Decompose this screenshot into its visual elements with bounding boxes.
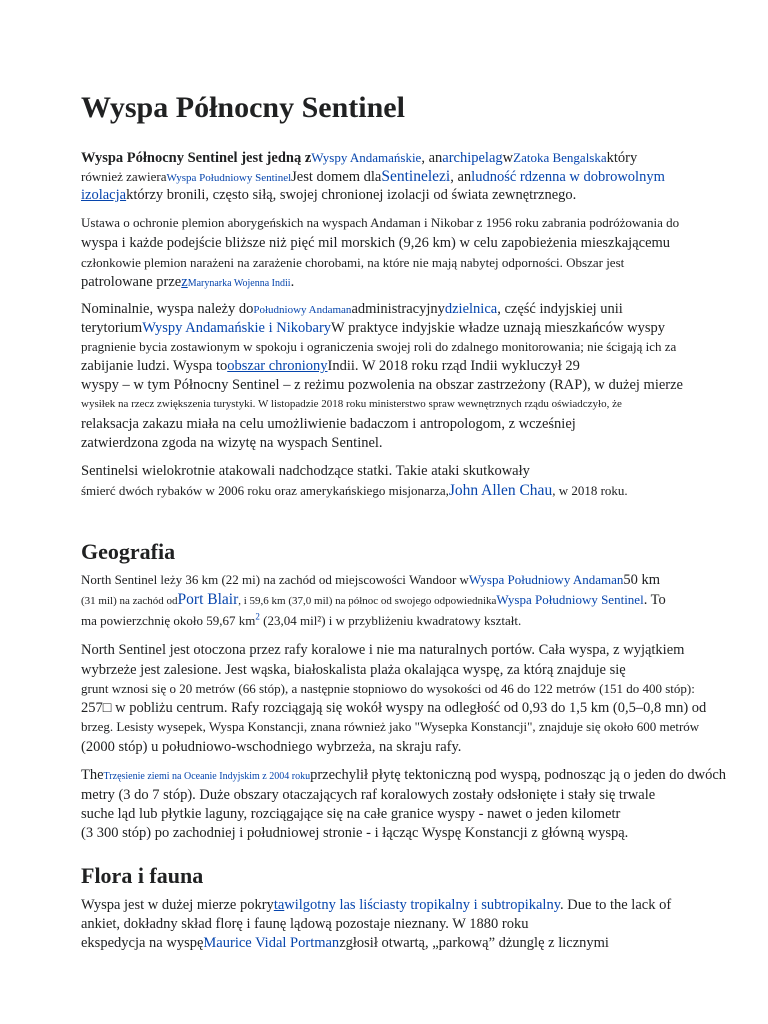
p4-line-2 [81,481,628,501]
link-ludnosc-rdzenna[interactable]: ludność rdzenna w dobrowolnym [471,169,665,185]
link-dzielnica[interactable]: dzielnica [444,301,498,317]
text: , w 2018 roku. [552,483,628,498]
text: W praktyce indyjskie władze uznają mieszkańców wyspy [331,320,665,336]
text: również zawiera [81,169,167,184]
p3-line-5: wyspy – w tym Północny Sentinel – z reżimu pozwolenia na obszar zastrzeżony (RAP), w dużej mierze [81,377,683,393]
link-wyspa-poludniowy-sentinel[interactable]: Wyspa Południowy Sentinel [166,172,292,184]
text: administracyjny [351,301,445,317]
p3-line-3: pragnienie bycia zostawionym w spokoju i ograniczenia swojej roli do zdalnego monitorowania; nie ścigają ich za [81,339,677,354]
link-archipelag[interactable]: archipelag [442,150,503,166]
flora-line-1 [81,895,671,915]
geo-p2-line-3: grunt wznosi się o 20 metrów (66 stóp), a następnie stopniowo do wysokości od 46 do 122 metrów (151 do 400 stóp): [81,681,695,696]
geo-p3-line-2: metry (3 do 7 stóp). Duże obszary otaczających raf koralowych zostały odsłonięte i stały się trwale [81,787,656,803]
text: zgłosił otwartą, „parkową” dżunglę z licznymi [339,935,609,951]
p3-line-2 [81,318,665,338]
link-sentinelezi[interactable]: Sentinelezi [381,168,451,185]
flora-line-3 [81,933,609,953]
geo-p3-line-1 [81,765,726,787]
geo-p3-line-3: suche ląd lub płytkie laguny, rozciągające się na całe granice wyspy - nawet o jeden kilometr [81,806,621,822]
link-marynarka-wojenna-indii[interactable]: Marynarka Wojenna Indii [187,278,291,289]
link-maurice-vidal-portman[interactable]: Maurice Vidal Portman [203,935,340,951]
text: (23,04 mil²) i w przybliżeniu kwadratowy kształt. [259,613,522,628]
text: . To [643,592,666,608]
text: ekspedycja na wyspę [81,935,204,951]
text: , an [421,150,443,166]
geo-p2-line-4: 257□ w pobliżu centrum. Rafy rozciągają się wokół wyspy na odległość od 0,93 do 1,5 km (0,5–0,8 mn) od [81,700,707,716]
text: w [502,150,514,166]
text: , część indyjskiej unii [497,301,623,317]
text: patrolowane prze [81,274,182,290]
text: 50 km [623,572,661,588]
link-obszar-chroniony[interactable]: obszar chroniony [227,358,328,374]
text: . Due to the lack of [560,897,672,913]
section-heading-flora-i-fauna: Flora i fauna [81,863,204,888]
geo-p3-line-4: (3 300 stóp) po zachodniej i południowej stronie - i łącząc Wyspę Konstancji z główną wyspą. [81,825,629,841]
p3-line-7: relaksacja zakazu miała na celu umożliwienie badaczom i antropologom, z wcześniej [81,416,576,432]
link-trzesienie-ziemi-2004[interactable]: Trzęsienie ziemi na Oceanie Indyjskim z 2004 roku [103,771,311,782]
p3-line-8: zatwierdzona zgoda na wizytę na wyspach Sentinel. [81,435,383,451]
text: zabijanie ludzi. Wyspa to [81,358,228,374]
geo-p2-line-1: North Sentinel jest otoczona przez rafy koralowe i nie ma naturalnych portów. Cała wyspa, z wyjątkiem [81,642,685,658]
link-zatoka-bengalska[interactable]: Zatoka Bengalska [513,150,607,165]
link-port-blair[interactable]: Port Blair [177,591,239,608]
link-ta[interactable]: ta [273,897,285,913]
geo-p1-line-3 [81,611,521,631]
link-wyspa-poludniowy-andaman[interactable]: Wyspa Południowy Andaman [468,572,624,587]
link-john-allen-chau[interactable]: John Allen Chau [448,482,553,499]
geo-p2-line-2: wybrzeże jest zalesione. Jest wąska, białoskalista plaża okalająca wyspę, za którą znajduje się [81,662,626,678]
intro-line-3 [81,185,576,205]
p3-line-4 [81,356,580,376]
text: którzy bronili, często siłą, swojej chronionej izolacji od świata zewnętrznego. [126,187,577,203]
text: Jest domem dla [291,169,382,185]
text: ma powierzchnię około 59,67 km [81,613,256,628]
p2-line-3: członkowie plemion narażeni na zarażenie chorobami, na które nie mają nabytej odporności. Obszar jest [81,255,625,270]
page-title: Wyspa Północny Sentinel [81,91,405,124]
text: który [606,150,638,166]
text: śmierć dwóch rybaków w 2006 roku oraz amerykańskiego misjonarza, [81,483,449,498]
p4-line-1: Sentinelsi wielokrotnie atakowali nadchodzące statki. Takie ataki skutkowały [81,463,530,479]
text: . [290,274,295,290]
section-heading-geografia: Geografia [81,539,176,564]
link-wyspy-andamanskie-i-nikobary[interactable]: Wyspy Andamańskie i Nikobary [142,320,332,336]
text: , i 59,6 km (37,0 mil) na północ od swojego odpowiednika [238,595,497,607]
geo-p2-line-6: (2000 stóp) u południowo-wschodniego wybrzeża, na skraju rafy. [81,739,462,755]
link-poludniowy-andaman[interactable]: Południowy Andaman [253,304,352,316]
text: przechylił płytę tektoniczną pod wyspą, podnosząc ją o jeden do dwóch [310,767,727,783]
flora-line-2: ankiet, dokładny skład florę i faunę lądową pozostaje nieznany. W 1880 roku [81,916,529,932]
text: North Sentinel leży 36 km (22 mi) na zachód od miejscowości Wandoor w [81,572,469,587]
geo-p2-line-5: brzeg. Lesisty wysepek, Wyspa Konstancji, znana również jako "Wysepka Konstancji", znajduje się około 600 metrów [81,719,700,734]
link-wilgotny-las[interactable]: wilgotny las liściasty tropikalny i subtropikalny [284,897,561,913]
text: Nominalnie, wyspa należy do [81,301,254,317]
p2-line-2: wyspa i każde podejście bliższe niż pięć mil morskich (9,26 km) w celu zapobieżenia mieszkającemu [81,235,671,251]
p2-line-1: Ustawa o ochronie plemion aborygeńskich na wyspach Andaman i Nikobar z 1956 roku zabrania podróżowania do [81,215,680,230]
intro-line-1 [81,148,637,168]
text: The [81,767,104,783]
geo-p1-line-1 [81,570,660,590]
p3-line-1 [81,299,623,320]
link-wyspy-andamanskie[interactable]: Wyspy Andamańskie [311,150,422,165]
p3-line-6: wysiłek na rzecz zwiększenia turystyki. W listopadzie 2018 roku ministerstwo spraw wewnętrznych rządu oświadczyło, że [81,398,622,410]
geo-p1-line-2 [81,590,666,611]
link-izolacja[interactable]: izolacja [81,187,127,203]
text: terytorium [81,320,143,336]
text: (31 mil) na zachód od [81,595,178,607]
intro-lead-text: Wyspa Północny Sentinel jest jedną z [81,150,312,166]
text: , an [450,169,472,185]
link-z[interactable]: z [181,274,188,290]
area-superscript[interactable]: 2 [255,611,260,622]
text: Wyspa jest w dużej mierze pokry [81,897,274,913]
link-wyspa-poludniowy-sentinel-2[interactable]: Wyspa Południowy Sentinel [496,592,644,607]
text: Indii. W 2018 roku rząd Indii wykluczył 29 [327,358,580,374]
p2-line-4 [81,272,294,294]
